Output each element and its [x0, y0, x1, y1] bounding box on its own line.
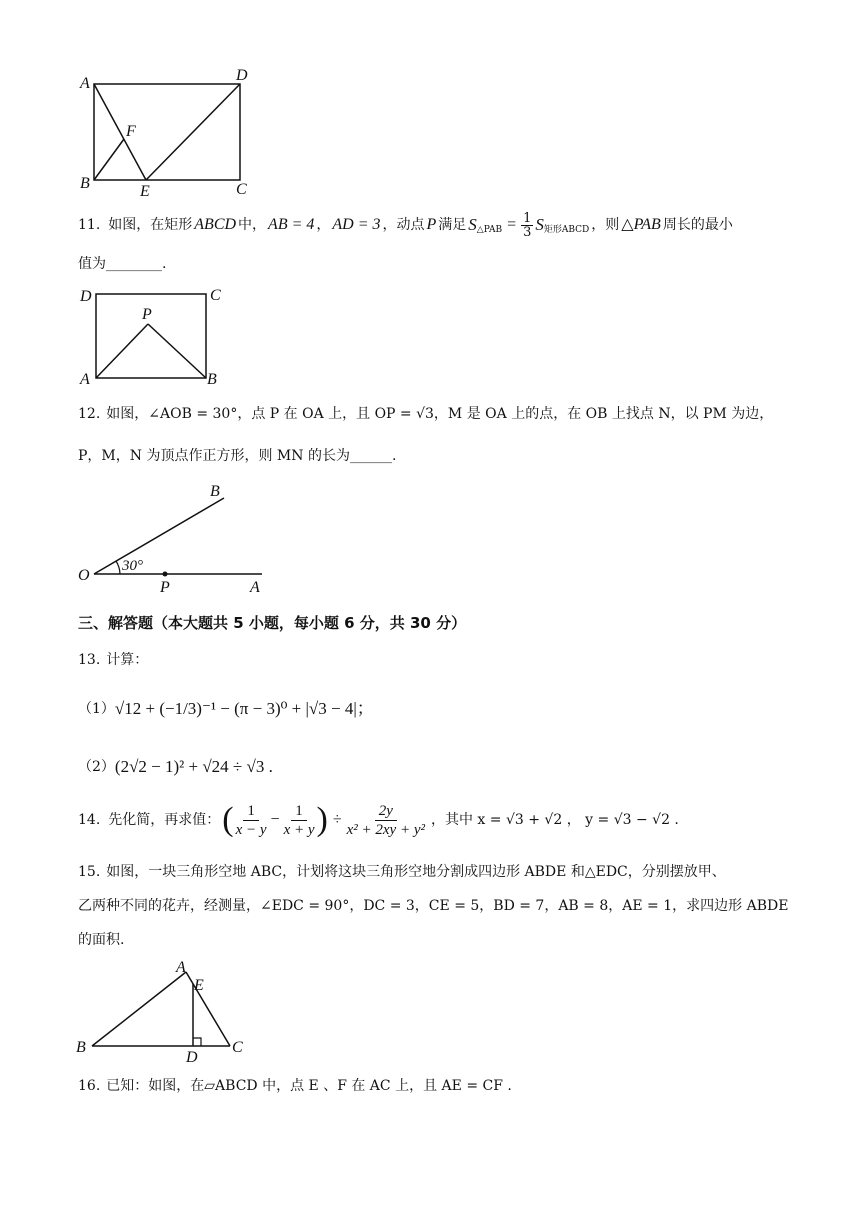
q16-line [78, 1076, 512, 1096]
q12-line2: P，M，N 为顶点作正方形，则 MN 的长为______. [78, 448, 397, 464]
q11-mid2: ，动点 [382, 217, 425, 233]
q15-line1 [78, 862, 726, 882]
q13-part2 [78, 755, 273, 779]
segment-bf [94, 139, 124, 180]
q14-paren-left: ( [222, 801, 234, 838]
q14-prefix: 先化简，再求值： [108, 812, 221, 828]
q14-d2: x + y [283, 821, 315, 838]
q11-eq2: AD = 3 [332, 216, 381, 233]
figure-angle-aob [74, 478, 274, 598]
q13-p2-label: （2） [78, 759, 115, 775]
q14-frac1 [236, 802, 267, 839]
q13-p1-expr: √12 + (−1/3)⁻¹ − (π − 3)⁰ + |√3 − 4|； [114, 699, 374, 718]
q12-text1: 如图，∠AOB = 30°，点 P 在 OA 上，且 OP = √3，M 是 OA 上的点，在 OB 上找点 N，以 PM 为边， [106, 406, 774, 422]
q14-div: ÷ [332, 811, 342, 828]
label4-e: E [194, 977, 204, 994]
q15-text1: 如图，一块三角形空地 ABC，计划将这块三角形空地分割成四边形 ABDE 和△EDC，分别摆放甲、 [106, 864, 726, 880]
q14-n1: 1 [243, 802, 259, 821]
label4-c: C [232, 1039, 243, 1056]
segment-ae [94, 84, 146, 180]
q11-eq1: AB = 4 [268, 216, 315, 233]
figure-rectangle-pab [76, 284, 236, 388]
point-p [163, 572, 168, 577]
q14-number: 14. [78, 812, 101, 828]
label-c: C [236, 181, 247, 198]
label2-a: A [80, 371, 90, 388]
q14-suffix: ，其中 x = √3 + √2 ， y = √3 − √2 . [430, 812, 679, 828]
q14-d3: x² + 2xy + y² [346, 821, 425, 838]
q11-tri: △PAB [621, 216, 661, 233]
segment-ed [146, 84, 240, 180]
q11-mid4: ，则 [591, 217, 620, 233]
label-b: B [80, 175, 90, 192]
q11-frac-den: 3 [523, 224, 532, 240]
q14-n3: 2y [375, 802, 397, 821]
q11-frac-num: 1 [523, 210, 532, 226]
q11-line2: 值为________. [78, 256, 167, 272]
q13-p1-label: （1） [78, 701, 115, 717]
q11-number: 11. [78, 217, 101, 233]
label4-d: D [186, 1049, 198, 1064]
q11-s-sub: △PAB [476, 225, 503, 235]
segment-ap [96, 324, 148, 378]
q13-title: 计算： [106, 652, 149, 668]
q11-s-label: S [468, 215, 477, 234]
q11-rect: ABCD [194, 216, 237, 233]
label-f: F [126, 123, 136, 140]
ray-ob [94, 498, 224, 574]
q11-tail: 周长的最小 [662, 217, 733, 233]
q14-minus: − [270, 811, 280, 828]
q14-frac3 [347, 802, 425, 839]
label3-a: A [250, 579, 260, 596]
q11-prefix: 如图，在矩形 [108, 217, 193, 233]
label2-d: D [80, 288, 92, 305]
figure-triangle-abc [72, 960, 258, 1064]
q13-title-line [78, 650, 148, 670]
q13-part1 [78, 696, 374, 722]
q16-number: 16. [78, 1078, 101, 1094]
q12-number: 12. [78, 406, 101, 422]
q11-mid3: 满足 [438, 217, 467, 233]
q14-line [78, 798, 679, 842]
q16-text: 已知：如图，在▱ABCD 中，点 E 、F 在 AC 上，且 AE = CF . [106, 1078, 512, 1094]
label3-angle: 30° [122, 558, 143, 574]
label2-b: B [207, 371, 217, 388]
label4-b: B [76, 1039, 86, 1056]
q11-equals: = [507, 216, 517, 233]
label-e: E [140, 183, 150, 200]
label2-c: C [210, 287, 221, 304]
q15-line2: 乙两种不同的花卉，经测量，∠EDC = 90°，DC = 3，CE = 5，BD = 7，AB = 8，AE = 1，求四边形 ABDE [78, 898, 789, 914]
q12-line1 [78, 404, 773, 424]
q14-paren-right: ) [316, 801, 328, 838]
q13-p2-expr: (2√2 − 1)² + √24 ÷ √3 . [114, 757, 273, 776]
segment-pb [148, 324, 206, 378]
q11-frac [521, 212, 533, 239]
label2-p: P [142, 306, 152, 323]
label4-a: A [176, 960, 186, 976]
q15-number: 15. [78, 864, 101, 880]
label3-o: O [78, 567, 90, 584]
label3-p: P [160, 579, 170, 596]
rect-outline [94, 84, 240, 180]
q11-line1 [78, 212, 733, 238]
label-d: D [236, 67, 248, 84]
angle-arc [116, 561, 120, 574]
label3-b: B [210, 483, 220, 500]
q11-p: P [426, 216, 437, 233]
q15-line3: 的面积. [78, 932, 125, 948]
right-angle-mark [193, 1038, 201, 1046]
q11-mid1: 中， [238, 217, 267, 233]
label-a: A [80, 75, 90, 92]
section3-title: 三、解答题（本大题共 5 小题，每小题 6 分，共 30 分） [78, 614, 467, 632]
q14-frac2 [284, 802, 315, 839]
q13-number: 13. [78, 652, 101, 668]
q11-s2-sub: 矩形ABCD [543, 225, 590, 235]
segment-ba [92, 972, 186, 1046]
q11-s2-label: S [535, 215, 544, 234]
q14-d1: x − y [235, 821, 267, 838]
q14-n2: 1 [291, 802, 307, 821]
figure-rectangle-adbc [74, 66, 264, 200]
q11-sep1: ， [316, 217, 331, 233]
